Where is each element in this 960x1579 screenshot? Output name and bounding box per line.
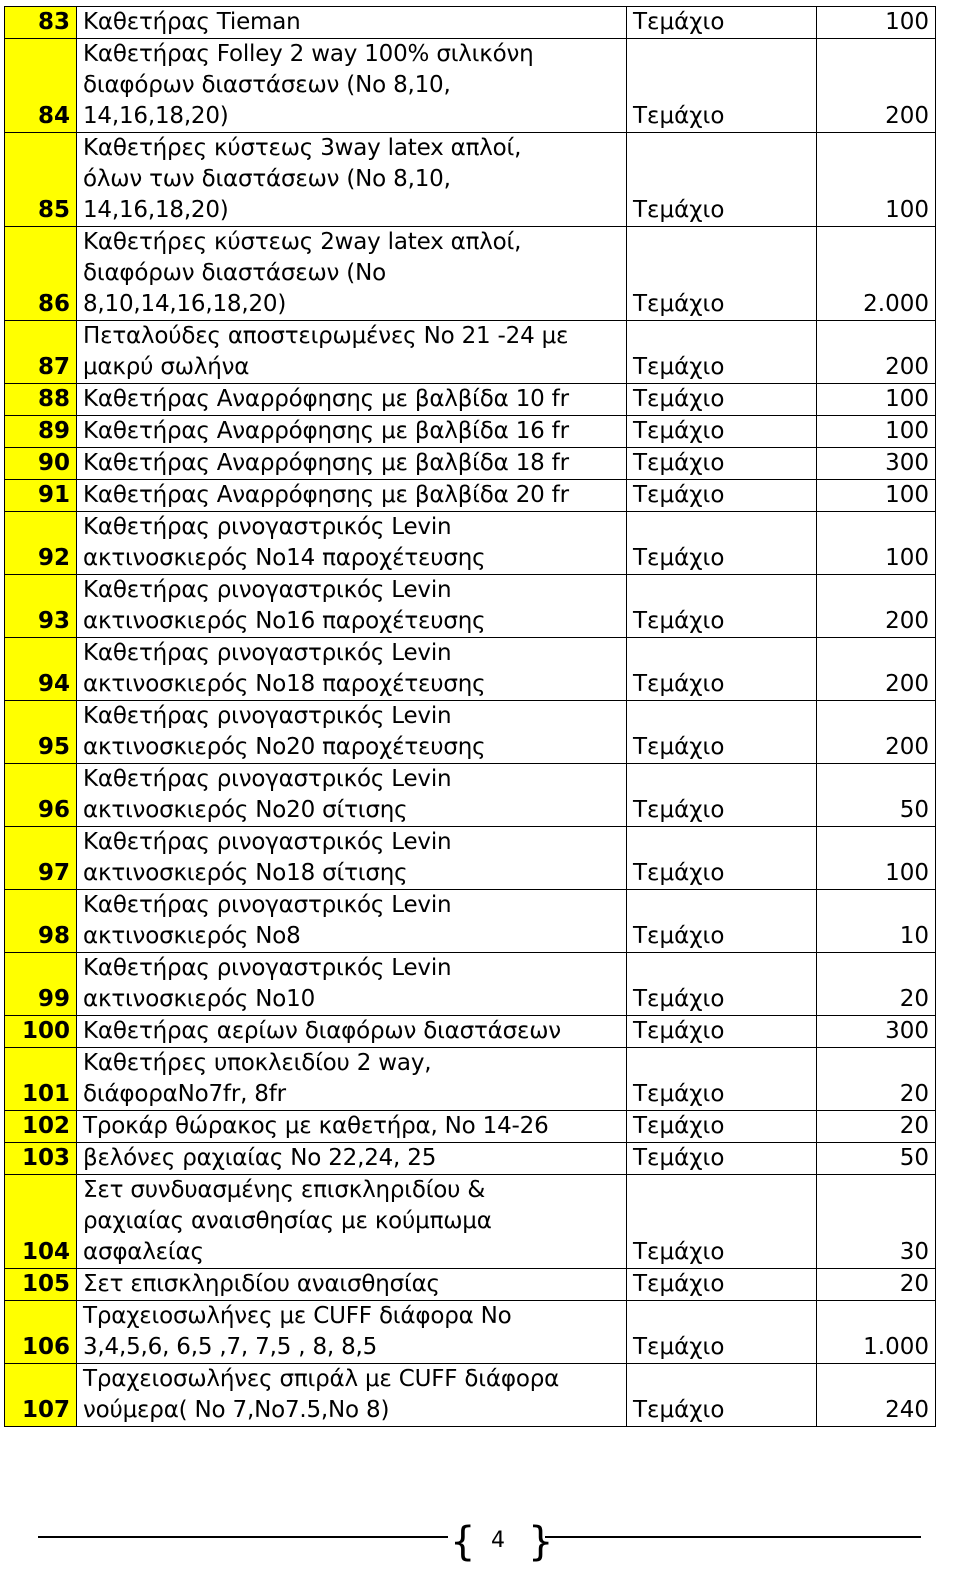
item-number: 98: [5, 890, 77, 953]
table-row: [5, 1048, 936, 1111]
table-row: [5, 133, 936, 227]
item-description: Τραχειοσωλήνες σπιράλ με CUFF διάφορα νούμερα( Νο 7,Νο7.5,Νο 8): [77, 1364, 627, 1427]
item-unit: Τεμάχιο: [627, 384, 817, 416]
table-row: [5, 1364, 936, 1427]
table-row: [5, 227, 936, 321]
item-unit: Τεμάχιο: [627, 512, 817, 575]
table-row: [5, 575, 936, 638]
item-number: 84: [5, 39, 77, 133]
table-row: [5, 638, 936, 701]
item-number: 86: [5, 227, 77, 321]
item-description: Σετ επισκληριδίου αναισθησίας: [77, 1269, 627, 1301]
item-number: 95: [5, 701, 77, 764]
item-number: 92: [5, 512, 77, 575]
item-quantity: 20: [817, 1048, 936, 1111]
item-quantity: 200: [817, 701, 936, 764]
item-number: 88: [5, 384, 77, 416]
table-row: [5, 701, 936, 764]
item-description: Τραχειοσωλήνες με CUFF διάφορα Νο 3,4,5,6, 6,5 ,7, 7,5 , 8, 8,5: [77, 1301, 627, 1364]
item-quantity: 2.000: [817, 227, 936, 321]
table-row: [5, 764, 936, 827]
item-description: βελόνες ραχιαίας Νο 22,24, 25: [77, 1143, 627, 1175]
table-row: [5, 1175, 936, 1269]
item-unit: Τεμάχιο: [627, 39, 817, 133]
item-unit: Τεμάχιο: [627, 416, 817, 448]
item-description: Τροκάρ θώρακος με καθετήρα, Νο 14-26: [77, 1111, 627, 1143]
item-quantity: 300: [817, 1016, 936, 1048]
item-unit: Τεμάχιο: [627, 638, 817, 701]
item-unit: Τεμάχιο: [627, 953, 817, 1016]
table-row: [5, 953, 936, 1016]
item-quantity: 240: [817, 1364, 936, 1427]
item-quantity: 100: [817, 416, 936, 448]
table-row: [5, 827, 936, 890]
table-row: [5, 1143, 936, 1175]
item-unit: Τεμάχιο: [627, 133, 817, 227]
table-row: [5, 1269, 936, 1301]
item-number: 97: [5, 827, 77, 890]
item-number: 90: [5, 448, 77, 480]
item-description: Καθετήρας αερίων διαφόρων διαστάσεων: [77, 1016, 627, 1048]
item-unit: Τεμάχιο: [627, 1016, 817, 1048]
item-quantity: 50: [817, 1143, 936, 1175]
items-table: [4, 6, 936, 1427]
item-quantity: 100: [817, 384, 936, 416]
item-unit: Τεμάχιο: [627, 321, 817, 384]
item-description: Καθετήρας Αναρρόφησης με βαλβίδα 10 fr: [77, 384, 627, 416]
table-row: [5, 512, 936, 575]
item-number: 83: [5, 7, 77, 39]
table-row: [5, 1016, 936, 1048]
item-quantity: 100: [817, 480, 936, 512]
item-number: 104: [5, 1175, 77, 1269]
table-row: [5, 448, 936, 480]
item-description: Πεταλούδες αποστειρωμένες Νο 21 -24 με μακρύ σωλήνα: [77, 321, 627, 384]
item-number: 107: [5, 1364, 77, 1427]
item-description: Καθετήρας ρινογαστρικός Levin ακτινοσκιερός Νο8: [77, 890, 627, 953]
table-row: [5, 39, 936, 133]
item-quantity: 30: [817, 1175, 936, 1269]
items-table-body: [5, 7, 936, 1427]
item-quantity: 100: [817, 512, 936, 575]
item-quantity: 1.000: [817, 1301, 936, 1364]
item-description: Καθετήρας ρινογαστρικός Levin ακτινοσκιερός Νο10: [77, 953, 627, 1016]
table-row: [5, 1301, 936, 1364]
item-unit: Τεμάχιο: [627, 7, 817, 39]
item-description: Καθετήρας Folley 2 way 100% σιλικόνη διαφόρων διαστάσεων (Νο 8,10, 14,16,18,20): [77, 39, 627, 133]
item-description: Καθετήρες κύστεως 3way latex απλοί, όλων των διαστάσεων (Νο 8,10, 14,16,18,20): [77, 133, 627, 227]
item-quantity: 200: [817, 575, 936, 638]
item-number: 87: [5, 321, 77, 384]
item-unit: Τεμάχιο: [627, 227, 817, 321]
item-description: Καθετήρας ρινογαστρικός Levin ακτινοσκιερός Νο18 παροχέτευσης: [77, 638, 627, 701]
item-unit: Τεμάχιο: [627, 890, 817, 953]
table-row: [5, 480, 936, 512]
item-quantity: 100: [817, 827, 936, 890]
table-row: [5, 7, 936, 39]
item-quantity: 100: [817, 7, 936, 39]
item-unit: Τεμάχιο: [627, 1301, 817, 1364]
item-unit: Τεμάχιο: [627, 764, 817, 827]
item-quantity: 200: [817, 638, 936, 701]
item-description: Καθετήρας Αναρρόφησης με βαλβίδα 16 fr: [77, 416, 627, 448]
item-unit: Τεμάχιο: [627, 480, 817, 512]
item-description: Καθετήρας Tieman: [77, 7, 627, 39]
item-unit: Τεμάχιο: [627, 827, 817, 890]
item-quantity: 20: [817, 1269, 936, 1301]
item-number: 85: [5, 133, 77, 227]
table-row: [5, 321, 936, 384]
item-number: 94: [5, 638, 77, 701]
item-description: Καθετήρας ρινογαστρικός Levin ακτινοσκιερός Νο20 σίτισης: [77, 764, 627, 827]
item-description: Καθετήρες υποκλειδίου 2 way, διάφοραΝο7fr, 8fr: [77, 1048, 627, 1111]
item-number: 91: [5, 480, 77, 512]
footer-rule-left: [38, 1536, 448, 1538]
item-description: Καθετήρας ρινογαστρικός Levin ακτινοσκιερός Νο20 παροχέτευσης: [77, 701, 627, 764]
item-number: 96: [5, 764, 77, 827]
item-quantity: 300: [817, 448, 936, 480]
item-description: Καθετήρας Αναρρόφησης με βαλβίδα 20 fr: [77, 480, 627, 512]
item-number: 101: [5, 1048, 77, 1111]
item-unit: Τεμάχιο: [627, 1364, 817, 1427]
item-number: 99: [5, 953, 77, 1016]
footer-open-brace-icon: {: [450, 1519, 476, 1565]
item-description: Καθετήρας ρινογαστρικός Levin ακτινοσκιερός Νο18 σίτισης: [77, 827, 627, 890]
item-description: Σετ συνδυασμένης επισκληριδίου & ραχιαίας αναισθησίας με κούμπωμα ασφαλείας: [77, 1175, 627, 1269]
item-number: 89: [5, 416, 77, 448]
table-row: [5, 384, 936, 416]
table-row: [5, 416, 936, 448]
footer-rule-right: [545, 1536, 921, 1538]
page-number: 4: [491, 1528, 505, 1553]
item-unit: Τεμάχιο: [627, 1175, 817, 1269]
item-quantity: 20: [817, 1111, 936, 1143]
item-quantity: 200: [817, 39, 936, 133]
item-number: 106: [5, 1301, 77, 1364]
item-number: 100: [5, 1016, 77, 1048]
table-row: [5, 1111, 936, 1143]
item-number: 105: [5, 1269, 77, 1301]
item-quantity: 10: [817, 890, 936, 953]
item-quantity: 20: [817, 953, 936, 1016]
item-unit: Τεμάχιο: [627, 1143, 817, 1175]
item-description: Καθετήρες κύστεως 2way latex απλοί, διαφόρων διαστάσεων (Νο 8,10,14,16,18,20): [77, 227, 627, 321]
table-row: [5, 890, 936, 953]
item-description: Καθετήρας Αναρρόφησης με βαλβίδα 18 fr: [77, 448, 627, 480]
item-unit: Τεμάχιο: [627, 575, 817, 638]
item-quantity: 200: [817, 321, 936, 384]
footer-close-brace-icon: }: [528, 1519, 554, 1565]
item-unit: Τεμάχιο: [627, 448, 817, 480]
item-description: Καθετήρας ρινογαστρικός Levin ακτινοσκιερός Νο16 παροχέτευσης: [77, 575, 627, 638]
item-number: 102: [5, 1111, 77, 1143]
item-number: 93: [5, 575, 77, 638]
item-description: Καθετήρας ρινογαστρικός Levin ακτινοσκιερός Νο14 παροχέτευσης: [77, 512, 627, 575]
page-footer: [0, 1518, 960, 1568]
item-unit: Τεμάχιο: [627, 701, 817, 764]
item-quantity: 50: [817, 764, 936, 827]
item-unit: Τεμάχιο: [627, 1111, 817, 1143]
item-number: 103: [5, 1143, 77, 1175]
item-unit: Τεμάχιο: [627, 1269, 817, 1301]
item-unit: Τεμάχιο: [627, 1048, 817, 1111]
item-quantity: 100: [817, 133, 936, 227]
